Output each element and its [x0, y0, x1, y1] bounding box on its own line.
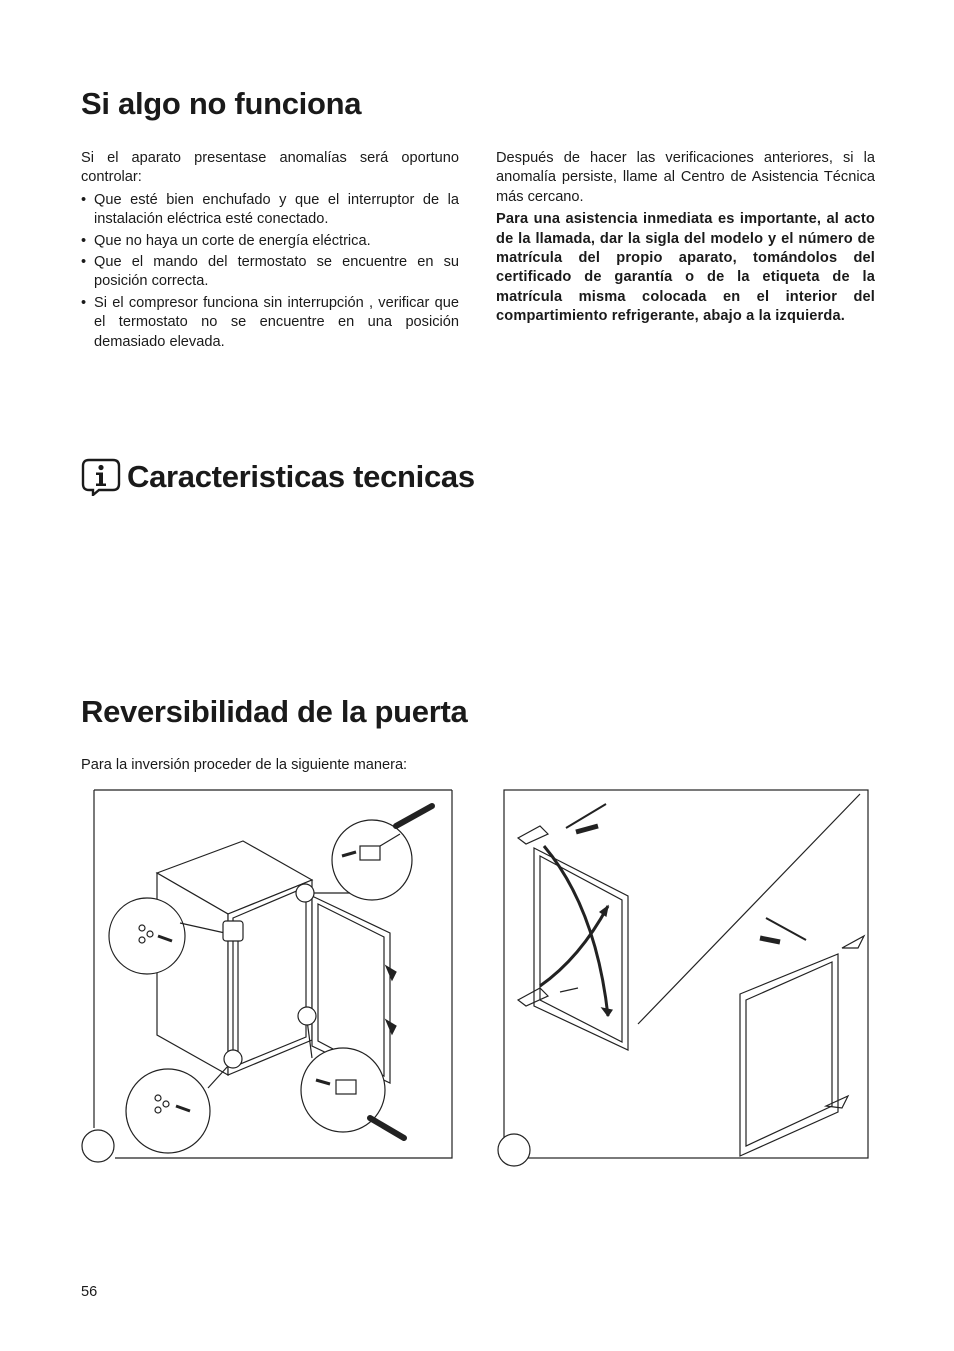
troubleshooting-intro: Si el aparato presentase anomalías será oportuno controlar:	[81, 150, 459, 186]
troubleshooting-checklist	[81, 191, 459, 352]
door-hinge-removal-illustration	[80, 788, 454, 1168]
checklist-item: • Que el mando del termostato se encuentre en su posición correcta.	[81, 253, 459, 292]
troubleshooting-left-column	[81, 149, 459, 354]
technical-specs-heading	[81, 458, 475, 496]
door-reversal-intro: Para la inversión proceder de la siguiente manera:	[81, 757, 408, 773]
section-title-technical-specs: Caracteristicas tecnicas	[127, 459, 475, 494]
section-title-door-reversal: Reversibilidad de la puerta	[81, 694, 468, 729]
troubleshooting-right-column	[496, 149, 875, 330]
service-center-text: Después de hacer las verificaciones anteriores, si la anomalía persiste, llame al Centro de Asistencia Técnica más cercano.	[496, 150, 875, 205]
section-title-troubleshooting: Si algo no funciona	[81, 86, 362, 121]
info-icon	[81, 458, 121, 496]
page-number: 56	[81, 1284, 98, 1300]
checklist-item: • Que no haya un corte de energía eléctrica.	[81, 232, 459, 251]
checklist-item: • Que esté bien enchufado y que el interruptor de la instalación eléctrica esté conectado.	[81, 191, 459, 230]
door-turnover-illustration	[496, 788, 870, 1168]
checklist-item: • Si el compresor funciona sin interrupción , verificar que el termostato no se encuentre en una posición demasiado elevada.	[81, 294, 459, 352]
service-info-bold-text: Para una asistencia inmediata es importante, al acto de la llamada, dar la sigla del modelo y el número de matrícula del propio aparato, tomándolos del certificado de garantía o de la etiqueta de la matrícula misma colocada en el interior del compartimiento refrigerante, abajo a la izquierda.	[496, 211, 875, 325]
